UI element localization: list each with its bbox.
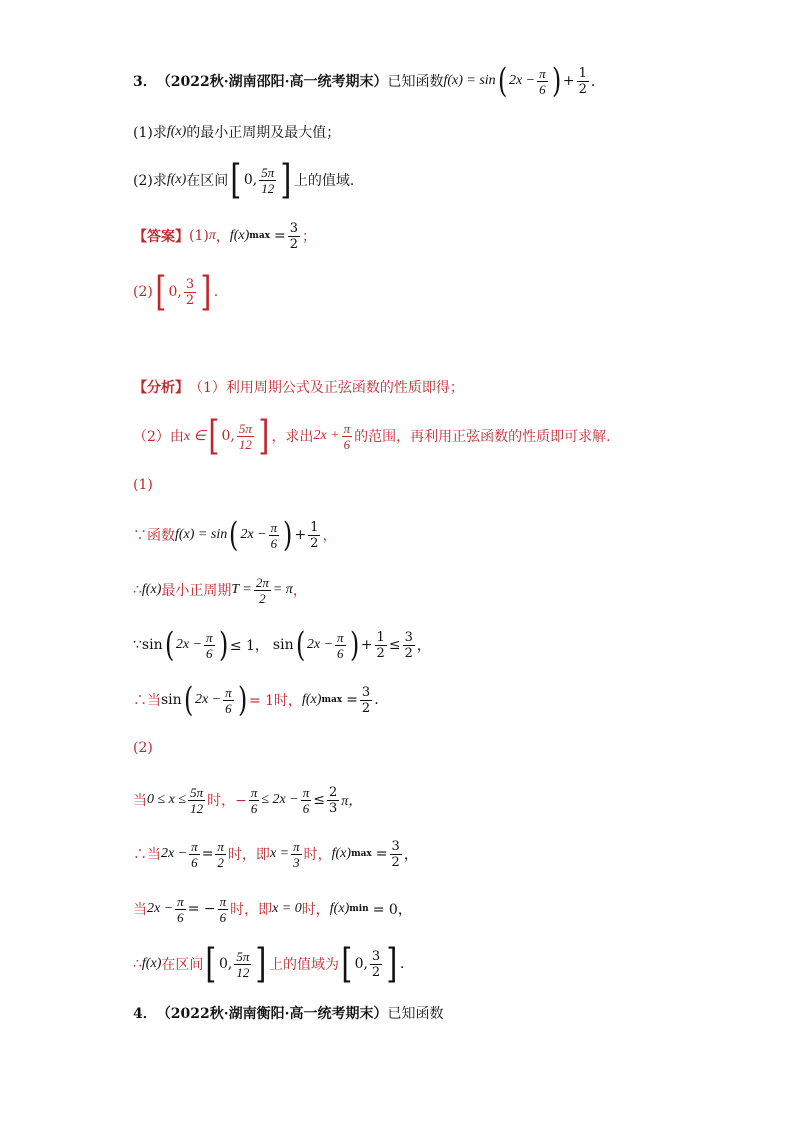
solution-text: 时， <box>301 902 330 918</box>
part-label: (2)求 <box>133 173 167 189</box>
denominator: 2 <box>578 81 587 97</box>
part-label: (1)求 <box>133 125 167 141</box>
question-number: 3． <box>133 74 157 90</box>
fraction-1-2 <box>375 630 387 661</box>
plus-sign: + <box>294 527 307 543</box>
right-paren: ) <box>218 625 228 665</box>
equals-pi: = π <box>272 582 293 597</box>
right-paren: ) <box>551 61 561 101</box>
fraction-1-2 <box>308 520 320 551</box>
part-label: (2) <box>133 740 153 756</box>
left-paren: ( <box>229 515 239 555</box>
function-name: f(x) <box>229 228 250 243</box>
equals: = <box>375 846 388 862</box>
comma: ， <box>292 583 307 599</box>
comma: ， <box>215 229 230 245</box>
solution-row-5 <box>133 780 362 820</box>
fraction-3-2 <box>288 221 300 252</box>
comma: ， <box>403 847 418 863</box>
solution-row-1 <box>133 515 336 555</box>
numerator: 2 <box>328 784 338 800</box>
denominator: 2 <box>185 292 195 308</box>
numerator: 1 <box>376 629 385 645</box>
left-paren: ( <box>295 625 305 665</box>
subscript-max: max <box>249 231 271 241</box>
solution-text: 在区间 <box>161 957 204 973</box>
right-bracket: ] <box>280 157 292 203</box>
function-name: f(x) <box>141 582 162 597</box>
right-paren: ) <box>349 625 359 665</box>
solution-text: 时，即 <box>230 902 273 918</box>
fraction-pi-6 <box>218 894 229 925</box>
denominator: 2 <box>310 535 319 551</box>
interval-start: 0, <box>354 956 368 972</box>
numerator: 3 <box>391 838 400 854</box>
expression: 2x − <box>147 901 174 916</box>
solution-part-2-label <box>133 728 153 768</box>
left-bracket: [ <box>230 157 242 203</box>
fraction-pi-6 <box>537 66 548 97</box>
denominator: 2 <box>391 854 400 870</box>
fraction-3-2 <box>390 839 402 870</box>
numerator: π <box>293 838 300 854</box>
right-bracket: ] <box>258 413 270 459</box>
plus-sign: + <box>562 73 575 89</box>
part-text: 上的值域． <box>293 173 364 189</box>
numerator: 5π <box>261 164 275 180</box>
numerator: π <box>219 893 227 909</box>
solution-part-1-label <box>133 465 153 505</box>
denominator: 6 <box>302 800 310 816</box>
analysis-text: ，求出 <box>271 429 314 445</box>
fraction-pi-3 <box>291 839 302 870</box>
answer-label: 【答案】 <box>133 229 189 245</box>
inner-expression: 2x − <box>306 637 334 652</box>
solution-row-3 <box>133 625 431 665</box>
left-paren: ( <box>183 680 193 720</box>
comma: ， <box>416 638 431 654</box>
question-3-part-1 <box>133 112 340 152</box>
left-bracket: [ <box>205 941 217 987</box>
right-paren: ) <box>237 680 247 720</box>
denominator: 2 <box>361 700 371 716</box>
denominator: 6 <box>270 535 278 551</box>
fraction-3-2 <box>370 949 382 980</box>
part-text: 在区间 <box>186 173 229 189</box>
denominator: 6 <box>191 854 198 870</box>
numerator: π <box>177 893 184 909</box>
inner-expression: 2x − <box>194 692 222 707</box>
leq-one: ≤ 1， <box>229 638 269 654</box>
period: . <box>213 284 219 300</box>
solution-row-6 <box>133 834 418 874</box>
solution-text: 最小正周期 <box>161 583 232 599</box>
solution-row-4 <box>133 680 379 720</box>
solution-text: ∵函数 <box>133 528 175 544</box>
part-label: (1) <box>189 228 209 244</box>
denominator: 2 <box>289 236 299 252</box>
expression: 2x − <box>161 846 188 861</box>
subscript-min: min <box>349 904 369 914</box>
denominator: 6 <box>225 700 232 716</box>
period: . <box>399 956 405 972</box>
period: ． <box>590 74 605 90</box>
equals: = <box>274 228 286 244</box>
comma: ， <box>322 528 337 544</box>
numerator: π <box>191 838 198 854</box>
fraction-pi-6 <box>204 630 215 661</box>
fraction-2pi-2 <box>254 575 271 606</box>
therefore: ∴ <box>133 582 142 598</box>
semicolon: ； <box>302 229 317 245</box>
fraction-1-2 <box>577 66 589 97</box>
left-bracket: [ <box>155 269 167 315</box>
part-label: (2) <box>133 284 153 300</box>
solution-row-7 <box>133 889 412 929</box>
interval-start: 0, <box>243 172 258 188</box>
sin: sin <box>272 637 294 653</box>
right-paren: ) <box>283 515 293 555</box>
fraction-pi-6 <box>342 421 353 452</box>
question-4-stem <box>133 993 443 1033</box>
sin: sin <box>161 692 182 708</box>
function-name: f(x) <box>166 124 187 139</box>
equals-negative: = − <box>187 901 216 917</box>
function-name: f(x) <box>331 846 352 861</box>
numerator: π <box>343 420 351 436</box>
left-bracket: [ <box>341 941 353 987</box>
numerator: 3 <box>404 629 413 645</box>
analysis-text: （2）由 <box>133 429 184 445</box>
numerator: π <box>217 838 224 854</box>
answer-line-1 <box>133 216 316 256</box>
solution-text: 时，即 <box>227 847 270 863</box>
denominator: 12 <box>261 180 275 196</box>
fraction-pi-6 <box>175 894 186 925</box>
numerator: π <box>206 629 213 645</box>
fraction-5pi-12 <box>237 421 254 452</box>
inner-expression: 2x − <box>240 527 267 542</box>
right-bracket: ] <box>386 941 398 987</box>
solution-text: = 1时， <box>248 693 302 709</box>
fraction-pi-6 <box>223 685 234 716</box>
solution-text: 上的值域为 <box>268 957 339 973</box>
analysis-text: （1）利用周期公式及正弦函数的性质即得； <box>189 380 464 396</box>
fraction-pi-2 <box>215 839 226 870</box>
question-text: 已知函数 <box>387 1006 444 1022</box>
inequality: 0 ≤ x ≤ <box>147 792 187 807</box>
leq: ≤ <box>313 792 325 808</box>
therefore-when: ∴当 <box>133 693 161 709</box>
equals: = <box>346 692 358 708</box>
numerator: π <box>250 784 258 800</box>
numerator: π <box>302 784 310 800</box>
numerator: 3 <box>185 276 195 292</box>
question-number: 4． <box>133 1006 157 1022</box>
function-name: f(x) <box>302 692 322 707</box>
x-equals: x = <box>269 846 290 861</box>
when: 当 <box>133 793 147 809</box>
interval-start: 0, <box>218 956 233 972</box>
denominator: 6 <box>206 645 213 661</box>
numerator: π <box>270 519 278 535</box>
interval-start: 0, <box>221 428 235 444</box>
denominator: 12 <box>238 436 252 452</box>
part-text: 的最小正周期及最大值； <box>186 125 341 141</box>
left-bracket: [ <box>208 413 220 459</box>
pi: π <box>208 228 216 243</box>
solution-row-2 <box>133 570 307 610</box>
left-paren: ( <box>497 61 507 101</box>
question-text: 已知函数 <box>387 74 444 90</box>
numerator: 5π <box>190 784 204 800</box>
equals-zero: = 0， <box>372 902 412 918</box>
analysis-line-2 <box>133 413 611 459</box>
leq: ≤ <box>388 637 401 653</box>
part-label: (1) <box>133 477 153 493</box>
right-bracket: ] <box>200 269 212 315</box>
numerator: π <box>225 684 232 700</box>
fraction-pi-6 <box>301 785 312 816</box>
denominator: 3 <box>293 854 300 870</box>
denominator: 6 <box>177 909 184 925</box>
function-name: f(x) <box>141 956 162 971</box>
numerator: 3 <box>361 684 371 700</box>
function-expression: f(x) = sin <box>443 73 496 88</box>
question-source: （2022秋·湖南邵阳·高一统考期末） <box>156 74 388 90</box>
when: 当 <box>133 902 147 918</box>
fraction-3-2 <box>360 685 372 716</box>
fraction-5pi-12 <box>188 785 205 816</box>
numerator: 5π <box>236 948 250 964</box>
therefore-when: ∴当 <box>133 847 161 863</box>
x-in: x ∈ <box>183 428 206 444</box>
inner-expression: 2x − <box>175 637 203 652</box>
numerator: π <box>539 65 546 81</box>
question-3-stem <box>133 61 605 101</box>
numerator: 1 <box>310 519 319 535</box>
denominator: 6 <box>337 645 344 661</box>
therefore: ∴ <box>133 956 142 972</box>
numerator: 1 <box>578 65 587 81</box>
denominator: 12 <box>236 964 250 980</box>
solution-text: 时，− <box>207 793 247 809</box>
inner-expression: 2x − <box>508 73 536 88</box>
fraction-3-2 <box>403 630 415 661</box>
numerator: π <box>337 629 344 645</box>
denominator: 2 <box>371 964 381 980</box>
subscript-max: max <box>321 695 343 705</box>
left-paren: ( <box>164 625 174 665</box>
answer-line-2 <box>133 269 219 315</box>
right-bracket: ] <box>255 941 267 987</box>
denominator: 3 <box>328 800 338 816</box>
analysis-label: 【分析】 <box>133 380 189 396</box>
question-source: （2022秋·湖南衡阳·高一统考期末） <box>156 1006 388 1022</box>
solution-row-8 <box>133 941 405 987</box>
x-equals-zero: x = 0 <box>272 901 302 916</box>
denominator: 2 <box>404 645 413 661</box>
analysis-text: 的范围，再利用正弦函数的性质即可求解. <box>354 429 611 445</box>
denominator: 6 <box>539 81 546 97</box>
numerator: 3 <box>289 220 299 236</box>
equals: = <box>201 846 214 862</box>
fraction-pi-6 <box>249 785 260 816</box>
denominator: 6 <box>343 436 351 452</box>
denominator: 6 <box>219 909 227 925</box>
denominator: 2 <box>259 590 266 606</box>
numerator: 2π <box>255 574 269 590</box>
analysis-line-1 <box>133 367 464 407</box>
solution-text: 时， <box>303 847 332 863</box>
period: . <box>374 692 379 708</box>
denominator: 2 <box>217 854 224 870</box>
fraction-pi-6 <box>189 839 200 870</box>
numerator: 3 <box>371 948 381 964</box>
fraction-pi-6 <box>269 520 280 551</box>
function-expression: f(x) = sin <box>175 527 228 542</box>
denominator: 2 <box>376 645 385 661</box>
fraction-pi-6 <box>335 630 346 661</box>
fraction-5pi-12 <box>259 165 276 196</box>
expression: 2x + <box>313 428 340 443</box>
fraction-5pi-12 <box>234 949 251 980</box>
plus-sign: + <box>360 637 373 653</box>
denominator: 6 <box>250 800 258 816</box>
question-3-part-2 <box>133 157 364 203</box>
function-name: f(x) <box>329 901 350 916</box>
subscript-max: max <box>351 849 372 859</box>
period-expression: T = <box>231 582 252 597</box>
fraction-2-3 <box>327 785 339 816</box>
function-name: f(x) <box>166 172 187 187</box>
because-sin: ∵sin <box>133 637 163 653</box>
inequality: ≤ 2x − <box>261 792 299 807</box>
pi-comma: π， <box>341 794 363 809</box>
denominator: 12 <box>190 800 204 816</box>
fraction-3-2 <box>184 277 196 308</box>
interval-start: 0, <box>168 284 182 300</box>
numerator: 5π <box>238 420 252 436</box>
